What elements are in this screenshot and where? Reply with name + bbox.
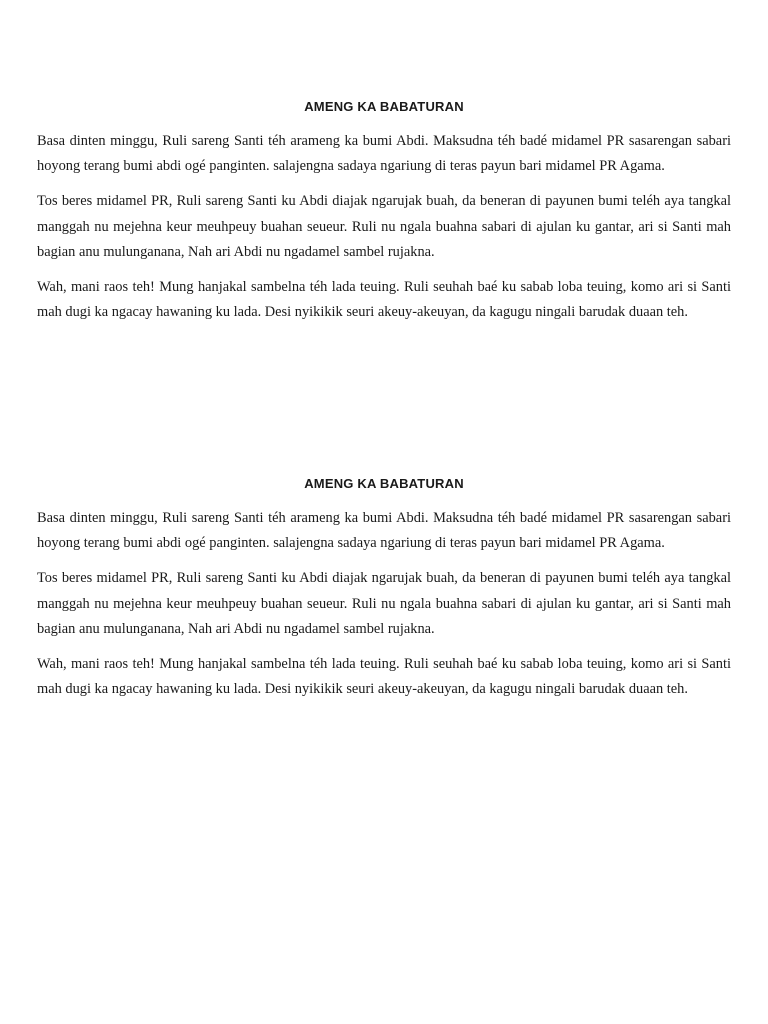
story-section [37, 97, 731, 335]
story-paragraph: Tos beres midamel PR, Ruli sareng Santi ku Abdi diajak ngarujak buah, da beneran di payunen bumi teléh aya tangkal manggah nu mejehna keur meuhpeuy buahan seueur. Ruli nu ngala buahna sabari di ajulan ku gantar, ari si Santi mah bagian anu mulunganana, Nah ari Abdi nu ngadamel sambel rujakna. [37, 570, 731, 637]
story-paragraph: Basa dinten minggu, Ruli sareng Santi téh arameng ka bumi Abdi. Maksudna téh badé midamel PR sasarengan sabari hoyong terang bumi abdi ogé panginten. salajengna sadaya ngariung di teras payun bari midamel PR Agama. [37, 510, 731, 552]
story-section [37, 474, 731, 712]
story-paragraph: Tos beres midamel PR, Ruli sareng Santi ku Abdi diajak ngarujak buah, da beneran di payunen bumi teléh aya tangkal manggah nu mejehna keur meuhpeuy buahan seueur. Ruli nu ngala buahna sabari di ajulan ku gantar, ari si Santi mah bagian anu mulunganana, Nah ari Abdi nu ngadamel sambel rujakna. [37, 193, 731, 260]
story-paragraph: Wah, mani raos teh! Mung hanjakal sambelna téh lada teuing. Ruli seuhah baé ku sabab loba teuing, komo ari si Santi mah dugi ka ngacay hawaning ku lada. Desi nyikikik seuri akeuy-akeuyan, da kagugu ningali barudak duaan teh. [37, 656, 731, 698]
story-paragraph: Basa dinten minggu, Ruli sareng Santi téh arameng ka bumi Abdi. Maksudna téh badé midamel PR sasarengan sabari hoyong terang bumi abdi ogé panginten. salajengna sadaya ngariung di teras payun bari midamel PR Agama. [37, 133, 731, 175]
story-paragraph: Wah, mani raos teh! Mung hanjakal sambelna téh lada teuing. Ruli seuhah baé ku sabab loba teuing, komo ari si Santi mah dugi ka ngacay hawaning ku lada. Desi nyikikik seuri akeuy-akeuyan, da kagugu ningali barudak duaan teh. [37, 279, 731, 321]
story-title: AMENG KA BABATURAN [304, 476, 464, 491]
story-title: AMENG KA BABATURAN [304, 99, 464, 114]
